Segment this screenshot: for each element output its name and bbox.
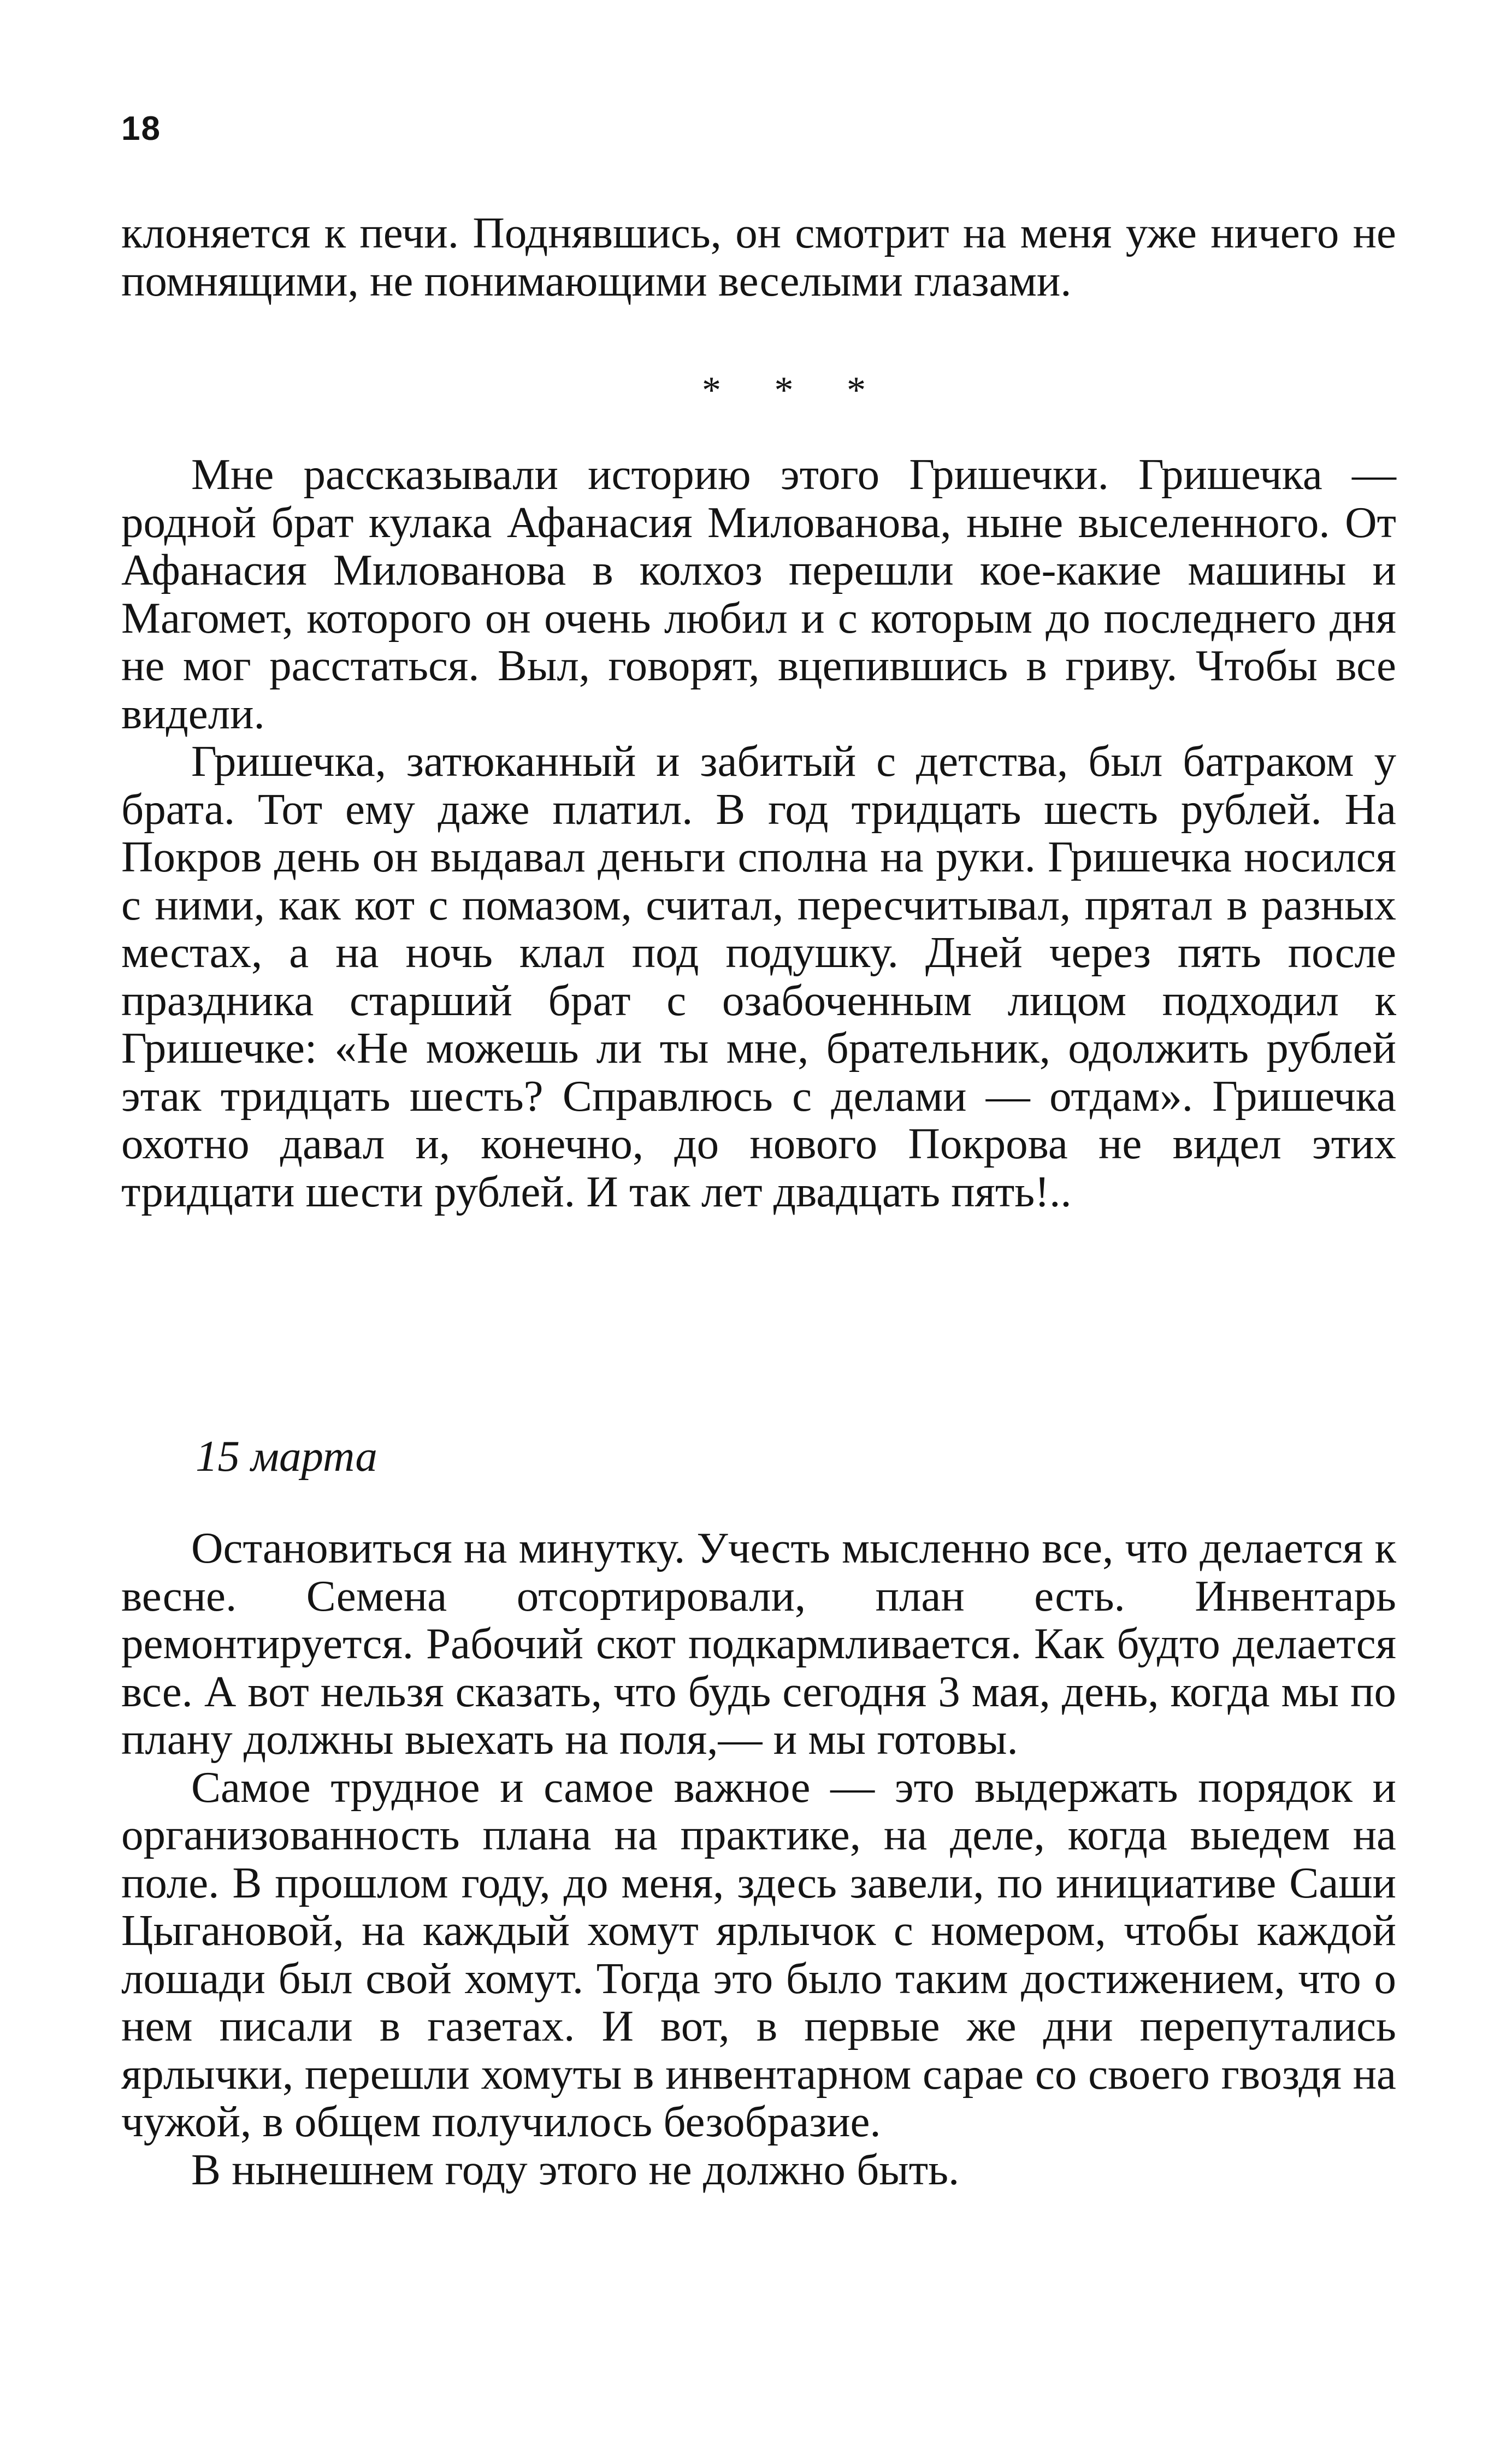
page-number: 18 bbox=[121, 110, 161, 148]
paragraph: В нынешнем году этого не должно быть. bbox=[191, 2144, 960, 2194]
paragraph: клоняется к печи. Поднявшись, он смотрит на меня уже ничего не помнящими, не понимающими веселыми глазами. bbox=[121, 208, 1396, 305]
story-text bbox=[121, 451, 1396, 1216]
paragraph: Мне рассказывали историю этого Гришечки. Гришечка — родной брат кулака Афанасия Милованова, ныне выселенного. От Афанасия Милованова в колхоз перешли кое-какие машины и Магомет, которого он очень любил и с которым до последнего дня не мог расстаться. Выл, говорят, вцепившись в гриву. Чтобы все видели. bbox=[121, 450, 1396, 738]
entry-date-heading: 15 марта bbox=[196, 1431, 377, 1481]
continuation-text bbox=[121, 209, 1396, 305]
paragraph: Самое трудное и самое важное — это выдержать порядок и организованность плана на практике, на деле, когда выедем на поле. В прошлом году, до меня, здесь завели, по инициативе Саши Цыгановой, на каждый хомут ярлычок с номером, чтобы каждой лошади был свой хомут. Тогда это было таким достижением, что о нем писали в газетах. И вот, в первые же дни перепутались ярлычки, перешли хомуты в инвентарном сарае со своего гвоздя на чужой, в общем получилось безобразие. bbox=[121, 1762, 1396, 2146]
paragraph: Остановиться на минутку. Учесть мысленно все, что делается к весне. Семена отсортировали, план есть. Инвентарь ремонтируется. Рабочий скот подкармливается. Как будто делается все. А вот нельзя сказать, что будь сегодня 3 мая, день, когда мы по плану должны выехать на поля,— и мы готовы. bbox=[121, 1523, 1396, 1764]
section-separator: * * * bbox=[702, 369, 888, 411]
paragraph: Гришечка, затюканный и забитый с детства, был батраком у брата. Тот ему даже платил. В год тридцать шесть рублей. На Покров день он выдавал деньги сполна на руки. Гришечка носился с ними, как кот с помазом, считал, пересчитывал, прятал в разных местах, а на ночь клал под подушку. Дней через пять после праздника старший брат с озабоченным лицом подходил к Гришечке: «Не можешь ли ты мне, брательник, одолжить рублей этак тридцать шесть? Справлюсь с делами — отдам». Гришечка охотно давал и, конечно, до нового Покрова не видел этих тридцати шести рублей. И так лет двадцать пять!.. bbox=[121, 736, 1396, 1216]
entry-text bbox=[121, 1524, 1396, 2194]
